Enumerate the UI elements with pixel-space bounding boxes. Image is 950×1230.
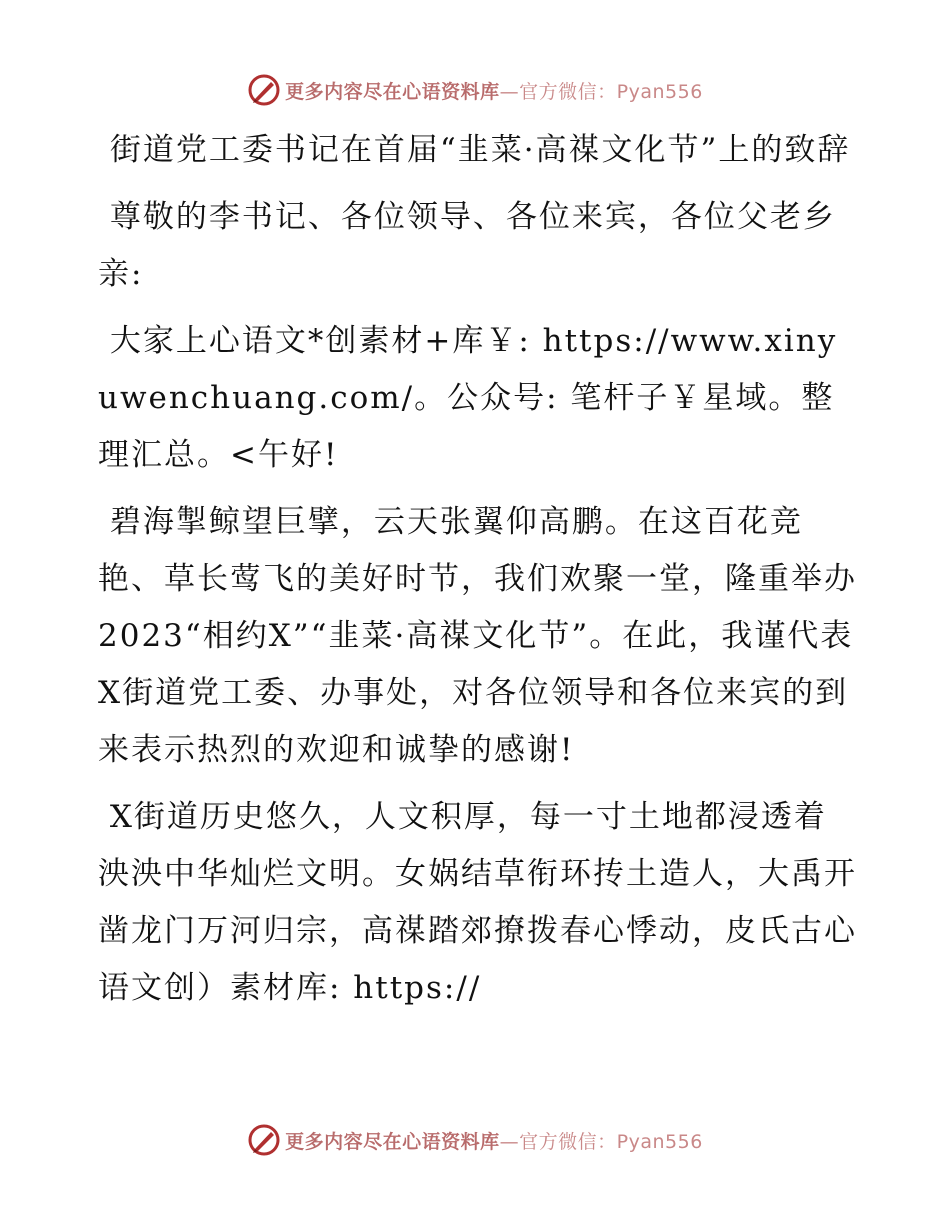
watermark-main-text: 更多内容尽在心语资料库 [285,80,500,103]
watermark-text [285,77,703,104]
watermark-tail-text: 官方微信：Pyan556 [519,1130,703,1153]
watermark-tail-text: 官方微信：Pyan556 [519,80,703,103]
document-body [98,122,858,1017]
watermark-dash: — [499,1130,520,1153]
watermark-dash: — [499,80,520,103]
welcome-paragraph: 碧海掣鲸望巨擘，云天张翼仰高鹏。在这百花竞艳、草长莺飞的美好时节，我们欢聚一堂，隆重举办2023“相约X”“韭菜·高禖文化节”。在此，我谨代表X街道党工委、办事处，对各位领导和各位来宾的到来表示热烈的欢迎和诚挚的感谢! [98,504,857,768]
quill-pen-circle-icon [247,1123,281,1157]
header-watermark-banner [0,70,950,110]
greeting-paragraph: 大家上心语文*创素材+库￥: https://www.xinyuwenchuang.com/。公众号: 笔杆子￥星域。整理汇总。<午好! [98,323,838,473]
salutation-paragraph: 尊敬的李书记、各位领导、各位来宾，各位父老乡亲: [98,199,836,292]
watermark-main-text: 更多内容尽在心语资料库 [285,1130,500,1153]
history-paragraph: X街道历史悠久，人文积厚，每一寸土地都浸透着泱泱中华灿烂文明。女娲结草衔环抟土造人，大禹开凿龙门万河归宗，高禖踏郊撩拨春心悸动，皮氏古心语文创）素材库: https:// [98,799,857,1006]
watermark-text [285,1127,703,1154]
quill-pen-circle-icon [247,73,281,107]
document-title: 街道党工委书记在首届“韭菜·高禖文化节”上的致辞 [98,132,851,168]
footer-watermark-banner [0,1120,950,1160]
